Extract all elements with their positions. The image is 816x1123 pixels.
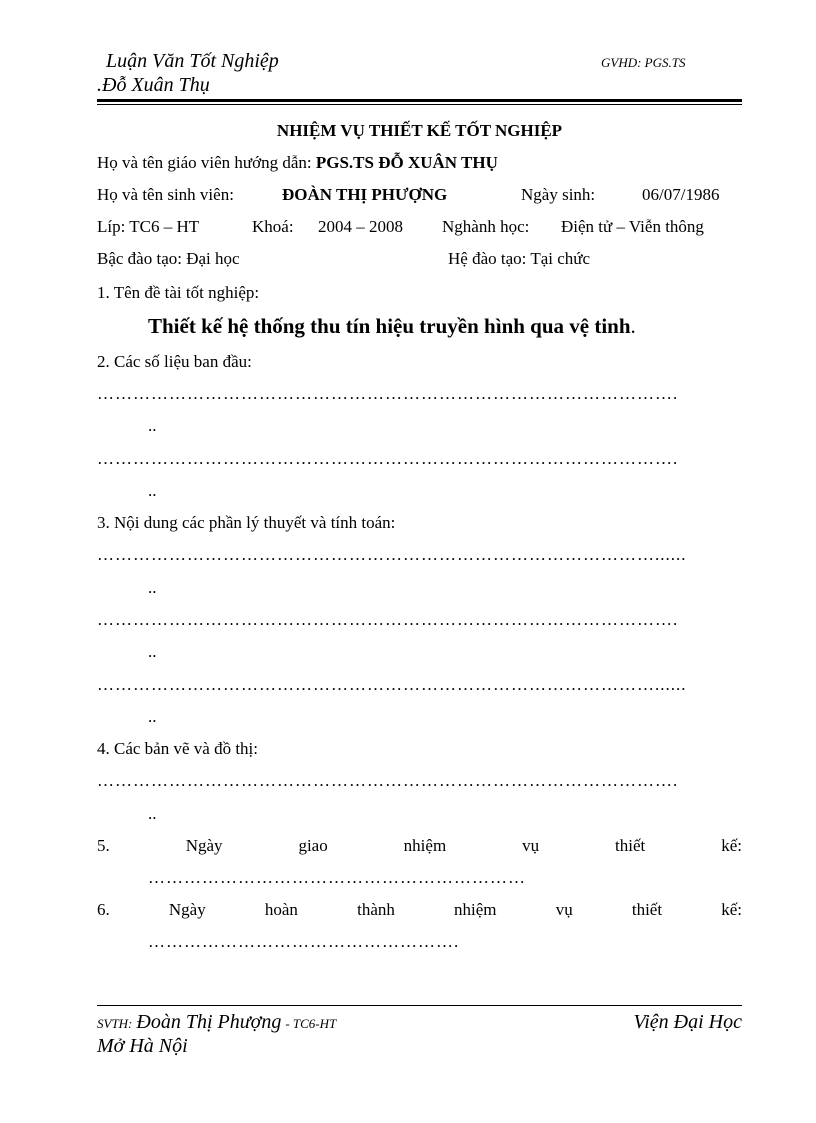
word: Ngày	[185, 836, 223, 855]
word: Ngày	[168, 900, 206, 919]
student-value: ĐOÀN THỊ PHƯỢNG	[282, 185, 448, 204]
footer-class-code: - TC6-HT	[285, 1016, 337, 1031]
section-3-label: 3. Nội dung các phần lý thuyết và tính toán:	[97, 513, 396, 532]
section-1-label: 1. Tên đề tài tốt nghiệp:	[97, 283, 260, 302]
word: 5.	[97, 836, 110, 855]
dotted-line: …………………………………………………………………………………….	[97, 449, 679, 468]
header-title-line1: Luận Văn Tốt Nghiệp	[106, 50, 279, 72]
dotted-line: …………………………………………………………………………………......	[97, 545, 687, 564]
advisor-label: Họ và tên giáo viên hướng dẫn:	[97, 153, 312, 172]
page-title: NHIỆM VỤ THIẾT KẾ TỐT NGHIỆP	[276, 121, 563, 140]
section-5-dots: ………………………………………………………	[148, 868, 526, 887]
section-6-label	[97, 900, 742, 920]
word: thiết	[631, 900, 663, 919]
section-1-topic-end: .	[630, 314, 636, 338]
word: hoàn	[264, 900, 298, 919]
dotted-continuation: ..	[148, 416, 157, 435]
section-1-topic-row	[148, 314, 636, 339]
footer-institute-line2: Mở Hà Nội	[97, 1035, 188, 1057]
footer-student	[97, 1011, 336, 1034]
word: thiết	[615, 836, 646, 855]
word: 6.	[97, 900, 110, 919]
mode-row	[448, 249, 590, 269]
dob-label: Ngày sinh:	[521, 185, 596, 204]
word: giao	[298, 836, 328, 855]
header-rule-thick	[97, 99, 742, 102]
dob-value: 06/07/1986	[642, 185, 720, 204]
footer-rule	[97, 1005, 742, 1006]
mode-value: Tại chức	[530, 249, 591, 268]
word: nhiệm	[454, 900, 497, 919]
footer-student-name: Đoàn Thị Phượng	[136, 1011, 282, 1033]
header-title-line2: .Đỗ Xuân Thụ	[97, 74, 210, 96]
course-label: Khoá:	[252, 217, 294, 236]
word: kế:	[721, 836, 742, 855]
dotted-continuation: ..	[148, 804, 157, 823]
dotted-continuation: ..	[148, 578, 157, 597]
dotted-line: …………………………………………………………………………………….	[97, 771, 679, 790]
section-4-label: 4. Các bản vẽ và đồ thị:	[97, 739, 258, 758]
section-5-label	[97, 836, 742, 856]
class-label: Líp: TC6 – HT	[97, 217, 200, 236]
level-row	[97, 249, 240, 269]
dotted-continuation: ..	[148, 481, 157, 500]
section-2-label: 2. Các số liệu ban đầu:	[97, 352, 252, 371]
major-label: Nghành học:	[442, 217, 530, 236]
word: vụ	[522, 836, 540, 855]
dotted-line: …………………………………………………………………………………….	[97, 610, 679, 629]
section-6-dots: …………………………………………….	[148, 932, 460, 951]
word: vụ	[555, 900, 573, 919]
word: kế:	[721, 900, 742, 919]
advisor-row	[97, 153, 498, 173]
advisor-value: PGS.TS ĐỖ XUÂN THỤ	[315, 153, 498, 172]
word: thành	[357, 900, 395, 919]
dotted-continuation: ..	[148, 642, 157, 661]
dotted-line: …………………………………………………………………………………….	[97, 384, 679, 403]
level-label: Bậc đào tạo:	[97, 249, 182, 268]
footer-institute-line1: Viện Đại Học	[633, 1011, 742, 1033]
word: nhiệm	[403, 836, 447, 855]
section-1-topic: Thiết kế hệ thống thu tín hiệu truyền hình qua vệ tinh	[148, 314, 631, 338]
level-value: Đại học	[186, 249, 240, 268]
student-label: Họ và tên sinh viên:	[97, 185, 234, 204]
major-value: Điện tử – Viễn thông	[561, 217, 704, 236]
header-supervisor: GVHD: PGS.TS	[601, 55, 686, 70]
dotted-continuation: ..	[148, 707, 157, 726]
dotted-line: …………………………………………………………………………………......	[97, 675, 687, 694]
mode-label: Hệ đào tạo:	[448, 249, 527, 268]
footer-svth-label: SVTH:	[97, 1016, 133, 1031]
course-value: 2004 – 2008	[318, 217, 403, 236]
header-rule-thin	[97, 104, 742, 105]
